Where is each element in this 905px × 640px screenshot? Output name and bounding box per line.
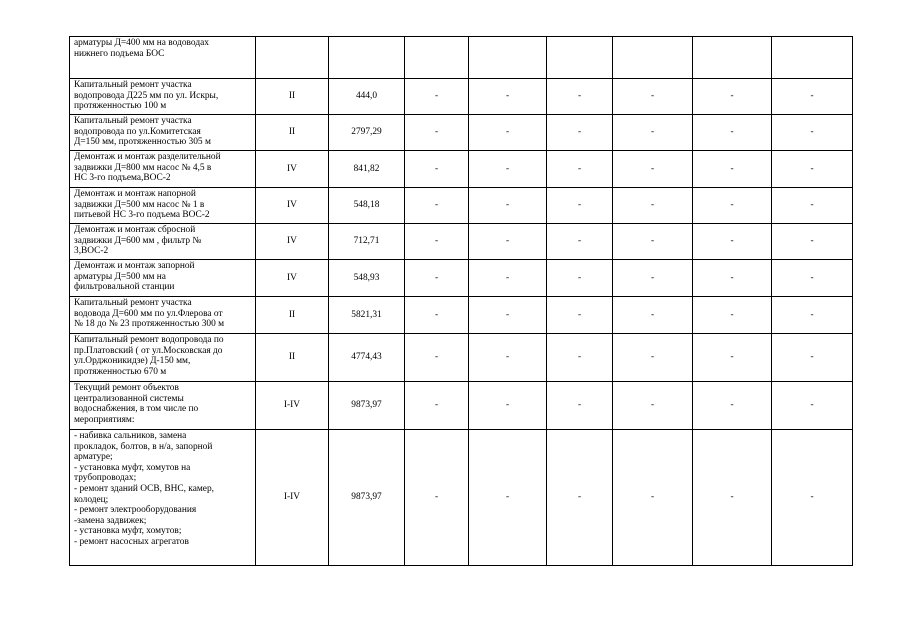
value-cell: - (613, 115, 693, 151)
work-description (70, 334, 256, 382)
value-cell: - (772, 188, 853, 224)
table-row (70, 382, 853, 430)
amount-cell: 841,82 (329, 151, 405, 188)
value-cell: - (772, 115, 853, 151)
value-cell: - (693, 115, 772, 151)
description-line: № 18 до № 23 протяженностью 300 м (74, 319, 225, 330)
table-row (70, 188, 853, 224)
description-line: централизованной системы (74, 393, 184, 404)
amount-cell: 444,0 (329, 79, 405, 115)
value-cell: - (469, 260, 547, 297)
table-row (70, 430, 853, 566)
value-cell: - (772, 224, 853, 260)
work-description (70, 260, 256, 297)
value-cell: - (613, 151, 693, 188)
value-cell: - (469, 151, 547, 188)
value-cell: - (547, 334, 613, 382)
description-line: - ремонт электрооборудования (74, 505, 197, 516)
work-description (70, 151, 256, 188)
description-line: - установка муфт, хомутов; (74, 526, 182, 537)
description-line: протяженностью 670 м (74, 366, 167, 377)
value-cell: - (405, 115, 469, 151)
value-cell: - (693, 382, 772, 430)
category-cell: II (256, 334, 329, 382)
description-line: фильтровальной станции (74, 282, 175, 293)
amount-cell: 2797,29 (329, 115, 405, 151)
value-cell: - (547, 297, 613, 334)
value-cell (772, 37, 853, 79)
value-cell: - (405, 188, 469, 224)
description-line: Капитальный ремонт участка (74, 298, 192, 308)
description-line: Демонтаж и монтаж напорной (74, 189, 196, 199)
description-line: трубопроводах; (74, 473, 137, 484)
description-line: Капитальный ремонт водопровода по (74, 335, 224, 345)
table-row (70, 37, 853, 79)
amount-cell: 712,71 (329, 224, 405, 260)
work-description (70, 430, 256, 566)
description-line: Демонтаж и монтаж сбросной (74, 225, 196, 235)
work-description (70, 297, 256, 334)
value-cell: - (772, 260, 853, 297)
table-row (70, 151, 853, 188)
value-cell: - (405, 79, 469, 115)
value-cell: - (613, 224, 693, 260)
description-line: водовода Д=600 мм по ул.Флерова от (74, 308, 223, 319)
amount-cell: 548,18 (329, 188, 405, 224)
value-cell: - (613, 79, 693, 115)
value-cell (405, 37, 469, 79)
table-row (70, 224, 853, 260)
amount-cell: 548,93 (329, 260, 405, 297)
work-description (70, 37, 256, 79)
value-cell: - (405, 260, 469, 297)
category-cell: I-IV (256, 382, 329, 430)
description-line: - установка муфт, хомутов на (74, 462, 191, 473)
description-line: Текущий ремонт объектов (74, 383, 179, 393)
work-description (70, 382, 256, 430)
value-cell: - (469, 115, 547, 151)
table-row (70, 115, 853, 151)
value-cell (613, 37, 693, 79)
value-cell: - (547, 188, 613, 224)
work-description (70, 79, 256, 115)
value-cell: - (693, 151, 772, 188)
category-cell: I-IV (256, 430, 329, 566)
value-cell: - (547, 430, 613, 566)
description-line: прокладок, болтов, в н/а, запорной (74, 441, 213, 452)
value-cell: - (772, 334, 853, 382)
value-cell: - (693, 79, 772, 115)
value-cell: - (469, 297, 547, 334)
table-row (70, 334, 853, 382)
description-line: протяженностью 100 м (74, 101, 167, 112)
value-cell: - (772, 79, 853, 115)
value-cell: - (469, 334, 547, 382)
value-cell (469, 37, 547, 79)
category-cell: IV (256, 188, 329, 224)
value-cell: - (693, 430, 772, 566)
value-cell: - (405, 297, 469, 334)
description-line: -замена задвижек; (74, 515, 147, 526)
category-cell (256, 37, 329, 79)
description-line: колодец; (74, 494, 109, 505)
amount-cell (329, 37, 405, 79)
value-cell: - (772, 430, 853, 566)
value-cell: - (693, 188, 772, 224)
description-line: арматуры Д=500 мм на (74, 271, 166, 282)
category-cell: IV (256, 224, 329, 260)
value-cell: - (613, 188, 693, 224)
description-line: НС 3-го подъема,ВОС-2 (74, 173, 171, 184)
description-line: Демонтаж и монтаж разделительной (74, 152, 221, 162)
value-cell: - (405, 151, 469, 188)
value-cell: - (613, 260, 693, 297)
value-cell: - (405, 430, 469, 566)
value-cell: - (693, 224, 772, 260)
work-description (70, 224, 256, 260)
amount-cell: 5821,31 (329, 297, 405, 334)
category-cell: IV (256, 151, 329, 188)
description-line: Капитальный ремонт участка (74, 116, 192, 126)
amount-cell: 9873,97 (329, 382, 405, 430)
table-row (70, 79, 853, 115)
value-cell: - (405, 224, 469, 260)
description-line: водопровода Д225 мм по ул. Искры, (74, 90, 219, 101)
works-table (69, 36, 853, 566)
description-line: мероприятиям: (74, 414, 135, 425)
value-cell: - (613, 430, 693, 566)
description-line: водоснабжения, в том числе по (74, 404, 199, 415)
value-cell: - (772, 382, 853, 430)
description-line: Д=150 мм, протяженностью 305 м (74, 137, 211, 148)
description-line: водопровода по ул.Комитетская (74, 126, 201, 137)
value-cell: - (613, 382, 693, 430)
value-cell: - (547, 79, 613, 115)
value-cell: - (772, 151, 853, 188)
description-line: арматуре; (74, 452, 113, 463)
works-table-body (70, 37, 853, 566)
value-cell: - (547, 260, 613, 297)
value-cell: - (613, 297, 693, 334)
value-cell: - (469, 79, 547, 115)
amount-cell: 9873,97 (329, 430, 405, 566)
category-cell: II (256, 79, 329, 115)
value-cell: - (613, 334, 693, 382)
description-line: пр.Платовский ( от ул.Московская до (74, 345, 223, 356)
category-cell: IV (256, 260, 329, 297)
value-cell: - (772, 297, 853, 334)
category-cell: II (256, 297, 329, 334)
description-line: - ремонт зданий ОСВ, ВНС, камер, (74, 483, 214, 494)
description-line: Капитальный ремонт участка (74, 80, 192, 90)
description-line: нижнего подъема БОС (74, 48, 165, 59)
value-cell: - (547, 115, 613, 151)
value-cell (693, 37, 772, 79)
description-line: 3,ВОС-2 (74, 246, 109, 257)
work-description (70, 188, 256, 224)
category-cell: II (256, 115, 329, 151)
table-row (70, 297, 853, 334)
amount-cell: 4774,43 (329, 334, 405, 382)
work-description (70, 115, 256, 151)
table-row (70, 260, 853, 297)
value-cell: - (693, 334, 772, 382)
value-cell: - (693, 260, 772, 297)
description-line: питьевой НС 3-го подъема ВОС-2 (74, 210, 210, 221)
value-cell: - (469, 224, 547, 260)
description-line: задвижки Д=600 мм , фильтр № (74, 235, 202, 246)
value-cell: - (547, 224, 613, 260)
value-cell: - (547, 382, 613, 430)
value-cell: - (693, 297, 772, 334)
value-cell (547, 37, 613, 79)
description-line: задвижки Д=800 мм насос № 4,5 в (74, 162, 212, 173)
value-cell: - (547, 151, 613, 188)
value-cell: - (405, 382, 469, 430)
value-cell: - (469, 430, 547, 566)
description-line: Демонтаж и монтаж запорной (74, 261, 195, 271)
description-line: - набивка сальников, замена (74, 431, 187, 441)
value-cell: - (469, 382, 547, 430)
description-line: задвижки Д=500 мм насос № 1 в (74, 199, 205, 210)
description-line: арматуры Д=400 мм на водоводах (74, 38, 209, 48)
value-cell: - (405, 334, 469, 382)
value-cell: - (469, 188, 547, 224)
description-line: ул.Орджоникидзе) Д-150 мм, (74, 356, 191, 367)
description-line: - ремонт насосных агрегатов (74, 536, 189, 547)
